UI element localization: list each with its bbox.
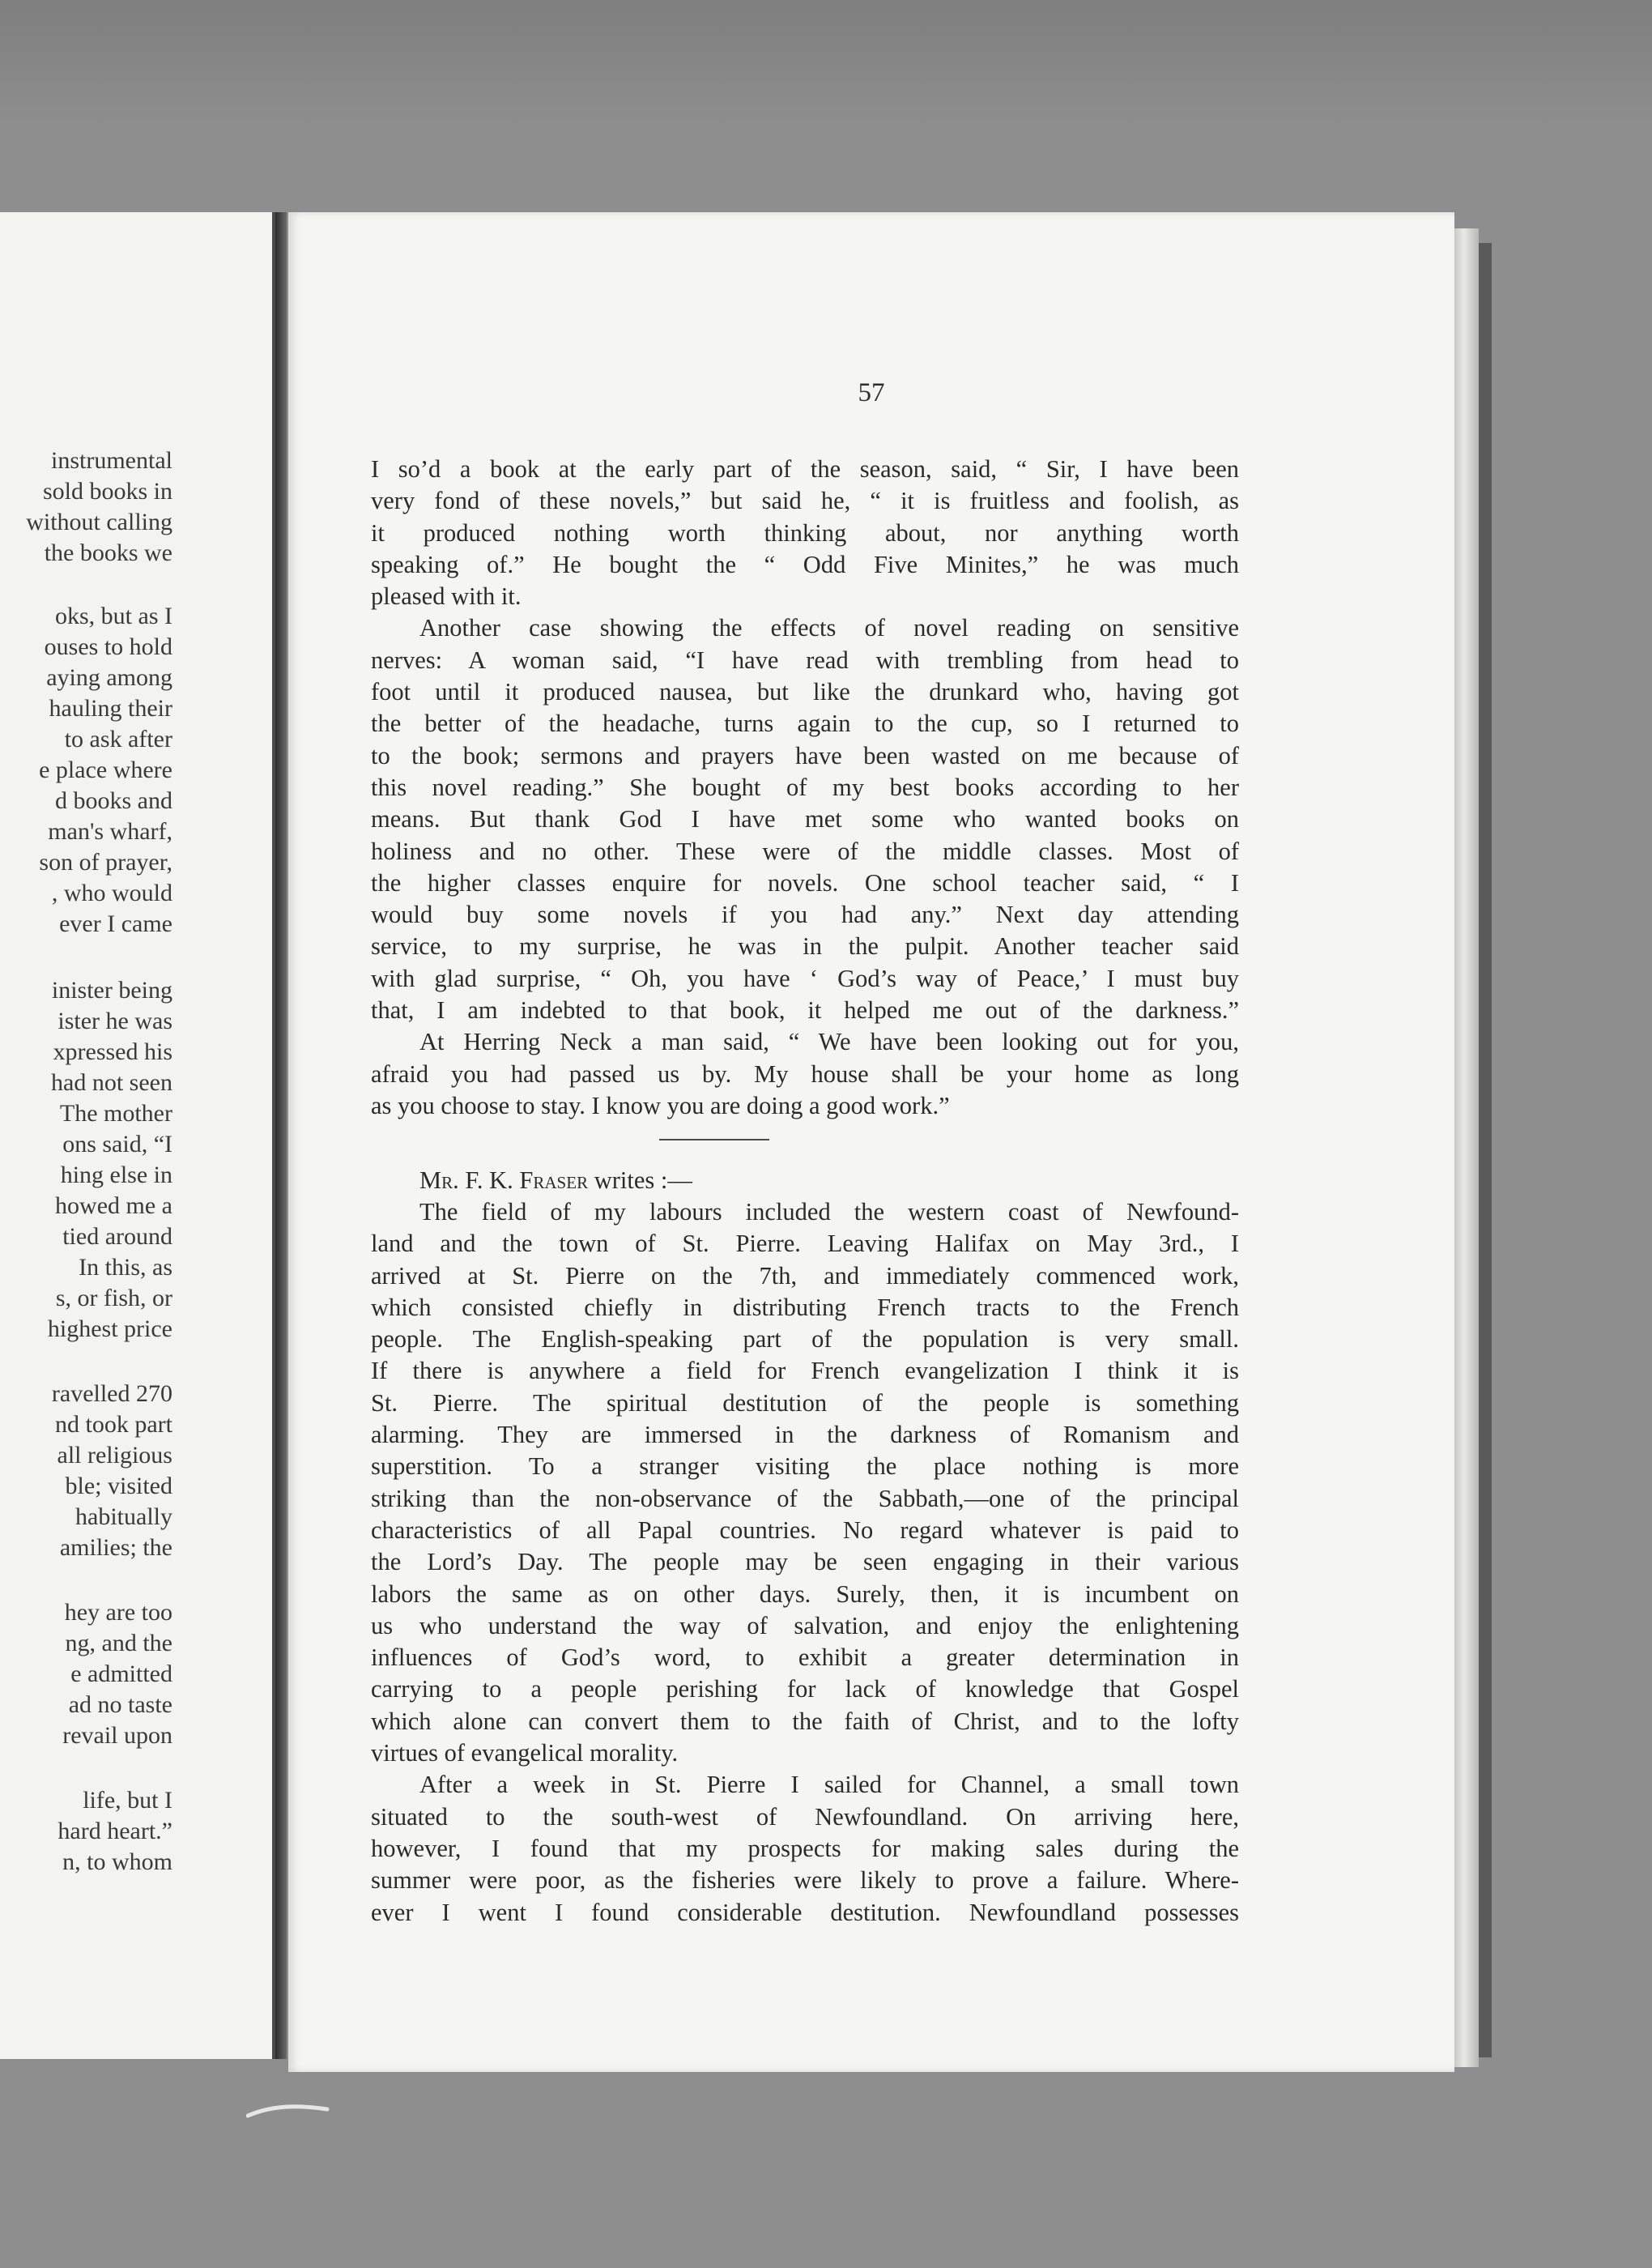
left-line: to ask after	[64, 726, 172, 752]
text-line: situated to the south-west of Newfoundland. On arriving here,	[371, 1802, 1239, 1831]
text-line: influences of God’s word, to exhibit a greater determination in	[371, 1643, 1239, 1672]
text-line: foot until it produced nausea, but like the drunkard who, having got	[371, 678, 1239, 706]
left-facing-page	[0, 212, 275, 2059]
text-line: us who understand the way of salvation, and enjoy the enlightening	[371, 1611, 1239, 1639]
left-line: ad no taste	[68, 1691, 172, 1718]
left-line: man's wharf,	[48, 818, 172, 845]
page-edge	[1454, 228, 1479, 2067]
right-page	[288, 212, 1454, 2072]
text-line: St. Pierre. The spiritual destitution of the people is something	[371, 1388, 1239, 1417]
left-line: son of prayer,	[39, 849, 172, 876]
text-line: pleased with it.	[371, 582, 522, 611]
left-line: ister he was	[57, 1008, 172, 1034]
text-line: with glad surprise, “ Oh, you have ‘ God’s way of Peace,’ I must buy	[371, 964, 1239, 992]
text-line: nerves: A woman said, “I have read with trembling from head to	[371, 646, 1239, 674]
left-line: xpressed his	[53, 1038, 172, 1065]
text-line: as you choose to stay. I know you are doing a good work.”	[371, 1091, 950, 1119]
text-line: After a week in St. Pierre I sailed for Channel, a small town	[419, 1771, 1239, 1799]
text-line: If there is anywhere a field for French evangelization I think it is	[371, 1357, 1239, 1385]
text-line: land and the town of St. Pierre. Leaving Halifax on May 3rd., I	[371, 1230, 1239, 1258]
text-line: carrying to a people perishing for lack of knowledge that Gospel	[371, 1675, 1239, 1703]
left-line: oks, but as I	[55, 603, 172, 629]
left-line: nd took part	[55, 1411, 172, 1438]
left-line: In this, as	[79, 1254, 172, 1281]
scan-artifact	[246, 2103, 368, 2121]
left-line: , who would	[51, 880, 172, 906]
text-line: which alone can convert them to the faith of Christ, and to the lofty	[371, 1707, 1239, 1735]
left-line: highest price	[47, 1315, 172, 1342]
left-line: instrumental	[51, 447, 172, 474]
text-line: striking than the non-observance of the Sabbath,—one of the principal	[371, 1484, 1239, 1512]
text-line: means. But thank God I have met some who wanted books on	[371, 805, 1239, 833]
left-line: The mother	[59, 1100, 172, 1127]
left-line: the books we	[44, 539, 172, 566]
text-line: superstition. To a stranger visiting the place nothing is more	[371, 1452, 1239, 1481]
text-line: that, I am indebted to that book, it helped me out of the darkness.”	[371, 996, 1239, 1025]
text-line: afraid you had passed us by. My house shall be your home as long	[371, 1059, 1239, 1088]
left-line: aying among	[46, 664, 172, 691]
left-line: ouses to hold	[44, 633, 172, 660]
text-line: arrived at St. Pierre on the 7th, and immediately commenced work,	[371, 1261, 1239, 1290]
text-line: labors the same as on other days. Surely, then, it is incumbent on	[371, 1580, 1239, 1608]
left-line: had not seen	[51, 1069, 172, 1096]
text-line: to the book; sermons and prayers have been wasted on me because of	[371, 741, 1239, 770]
text-line: I so’d a book at the early part of the season, said, “ Sir, I have been	[371, 455, 1239, 483]
left-line: tied around	[62, 1223, 172, 1250]
left-line: d books and	[55, 787, 172, 814]
text-line: would buy some novels if you had any.” Next day attending	[371, 901, 1239, 929]
writer-name: Mr. F. K. Fraser	[419, 1166, 589, 1194]
left-line: all religious	[57, 1442, 172, 1469]
text-line: alarming. They are immersed in the darkness of Romanism and	[371, 1421, 1239, 1449]
text-line: very fond of these novels,” but said he, “ it is fruitless and foolish, as	[371, 487, 1239, 515]
text-line: speaking of.” He bought the “ Odd Five Minites,” he was much	[371, 550, 1239, 578]
left-line: amilies; the	[59, 1534, 172, 1561]
text-line: characteristics of all Papal countries. No regard whatever is paid to	[371, 1516, 1239, 1544]
scanner-background	[0, 0, 1652, 130]
text-line: ever I went I found considerable destitution. Newfoundland possesses	[371, 1898, 1239, 1926]
left-line: s, or fish, or	[55, 1285, 172, 1311]
left-line: habitually	[75, 1503, 172, 1530]
left-line: n, to whom	[62, 1848, 172, 1875]
text-line: which consisted chiefly in distributing French tracts to the French	[371, 1293, 1239, 1321]
text-line: the higher classes enquire for novels. One school teacher said, “ I	[371, 868, 1239, 897]
text-line: it produced nothing worth thinking about, nor anything worth	[371, 518, 1239, 547]
left-line: sold books in	[42, 478, 172, 505]
left-line: ever I came	[59, 910, 172, 937]
text-line: this novel reading.” She bought of my best books according to her	[371, 773, 1239, 801]
left-line: e place where	[39, 757, 172, 783]
text-line: however, I found that my prospects for making sales during the	[371, 1834, 1239, 1862]
left-line: hey are too	[64, 1599, 172, 1626]
left-line: hing else in	[60, 1162, 172, 1188]
text-line: holiness and no other. These were of the middle classes. Most of	[371, 837, 1239, 865]
text-line: service, to my surprise, he was in the pulpit. Another teacher said	[371, 932, 1239, 961]
page-number: 57	[858, 378, 885, 407]
text-block-2	[371, 1196, 1239, 1929]
left-line: without calling	[26, 509, 172, 535]
left-line: life, but I	[83, 1787, 172, 1814]
text-block-1	[371, 454, 1239, 1122]
left-line: ravelled 270	[51, 1380, 172, 1407]
left-line: hauling their	[49, 695, 172, 722]
text-line: the Lord’s Day. The people may be seen engaging in their various	[371, 1548, 1239, 1576]
left-line: inister being	[51, 977, 172, 1004]
page-edge-shadow	[1479, 243, 1492, 2057]
writer-suffix: writes :—	[588, 1166, 692, 1194]
text-line: virtues of evangelical morality.	[371, 1739, 679, 1767]
left-line: howed me a	[55, 1192, 172, 1219]
left-line: revail upon	[62, 1722, 172, 1749]
text-line: The field of my labours included the western coast of Newfound-	[419, 1198, 1239, 1226]
section-divider	[659, 1139, 769, 1140]
writer-heading	[419, 1165, 1239, 1196]
text-line: people. The English-speaking part of the population is very small.	[371, 1325, 1239, 1354]
text-line: the better of the headache, turns again to the cup, so I returned to	[371, 710, 1239, 738]
left-line: hard heart.”	[57, 1818, 172, 1844]
book-gutter	[275, 212, 287, 2059]
text-line: Another case showing the effects of novel reading on sensitive	[419, 614, 1239, 642]
text-line: summer were poor, as the fisheries were likely to prove a failure. Where-	[371, 1866, 1239, 1895]
text-line: At Herring Neck a man said, “ We have been looking out for you,	[419, 1028, 1239, 1056]
left-line: ng, and the	[65, 1630, 172, 1656]
left-line: e admitted	[70, 1660, 172, 1687]
left-line: ble; visited	[65, 1473, 172, 1499]
left-line: ons said, “I	[62, 1131, 172, 1157]
